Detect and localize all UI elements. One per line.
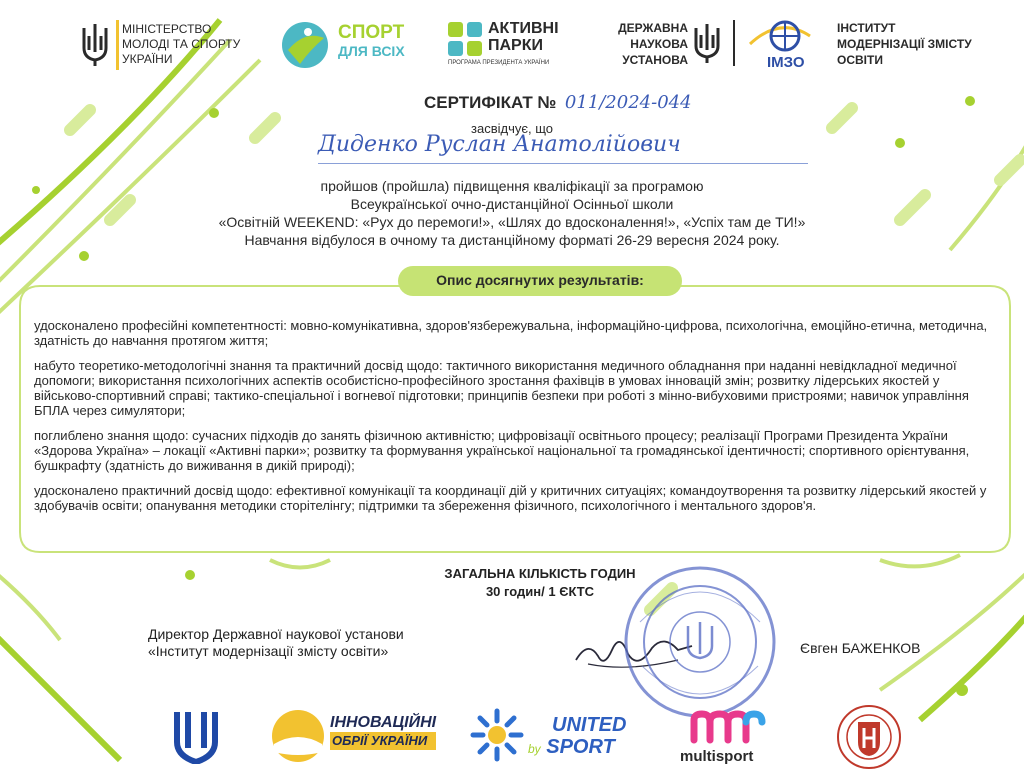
globe-icon	[745, 16, 815, 56]
sport-line2: ДЛЯ ВСІХ	[338, 43, 405, 59]
imzo-logo	[745, 16, 1015, 74]
sun-burst-icon	[470, 708, 524, 762]
united-sport: SPORT	[546, 736, 615, 758]
program-line3: «Освітній WEEKEND: «Рух до перемоги!», «Шлях до вдосконалення!», «Успіх там де ТИ!»	[218, 214, 806, 230]
header-divider	[733, 20, 735, 66]
united-by-sport-logo	[470, 708, 640, 764]
ministry-logo	[80, 18, 270, 74]
result-paragraph: набуто теоретико-методологічні знання та практичний досвід щодо: тактичного використання медичного обладнання при наданні невідкладної медичної допомоги; використання психологічних аспектів особистісно-професійного зростання фахівців в умовах інновацій змін; розвитку лідерських якостей у військово-спортивний справі; тактико-спеціальної і вогневої підготовки; принципів безпеки при роботі з мінно-вибуховими пристроями; навичок управління БПЛА через симулятори;	[34, 358, 969, 418]
official-stamp	[620, 562, 780, 722]
certificate-number: 011/2024-044	[564, 92, 692, 113]
trident-icon	[80, 22, 110, 68]
multisport-logo	[680, 710, 780, 766]
state-line2: НАУКОВА	[630, 37, 688, 51]
united-text: UNITED	[552, 714, 627, 736]
recipient-name: Диденко Руслан Анатолійович	[318, 132, 681, 157]
name-underline	[318, 163, 808, 164]
united-by: by	[528, 742, 541, 756]
sport-for-all-logo	[280, 18, 430, 74]
result-paragraph: поглиблено знання щодо: сучасних підходів до занять фізичною активністю; цифровізації освітнього процесу; реалізації Програми Президента України «Здорова Україна» – локації «Активні парки»; розвитку та формування української національної та громадянської ідентичності; спортивного орієнтування, бушкрафту (здатність до виживання в дикій природі);	[34, 428, 970, 473]
parks-line2: ПАРКИ	[488, 37, 543, 54]
results-list	[34, 318, 1000, 523]
university-seal-icon	[836, 704, 902, 770]
parks-grid-icon	[448, 22, 482, 56]
total-hours-label: ЗАГАЛЬНА КІЛЬКІСТЬ ГОДИН	[444, 566, 636, 581]
multisport-text: multisport	[680, 748, 754, 765]
certificate-title-row	[424, 92, 692, 116]
state-line1: ДЕРЖАВНА	[618, 21, 688, 35]
director-position-line1: Директор Державної наукової установи	[148, 626, 404, 642]
trident-icon	[693, 22, 721, 64]
director-name: Євген БАЖЕНКОВ	[800, 640, 921, 656]
sunrise-icon	[270, 708, 326, 764]
imzo-line1: ІНСТИТУТ	[837, 21, 896, 35]
program-line4: Навчання відбулося в очному та дистанційному форматі 26-29 вересня 2024 року.	[244, 232, 780, 248]
parks-line1: АКТИВНІ	[488, 20, 559, 37]
total-hours-value: 30 годин/ 1 ЄКТС	[485, 584, 595, 599]
parks-sub: ПРОГРАМА ПРЕЗИДЕНТА УКРАЇНИ	[448, 60, 550, 66]
imzo-abbr: ІМЗО	[767, 54, 805, 71]
program-line1: пройшов (пройшла) підвищення кваліфікації за програмою	[320, 178, 704, 194]
imzo-line2: МОДЕРНІЗАЦІЇ ЗМІСТУ	[837, 37, 972, 51]
program-line2: Всеукраїнської очно-дистанційної Осінньої школи	[350, 196, 674, 212]
state-line3: УСТАНОВА	[622, 53, 688, 67]
results-heading: Опис досягнутих результатів:	[436, 272, 644, 288]
ministry-line2: МОЛОДІ ТА СПОРТУ	[122, 37, 241, 51]
director-position-line2: «Інститут модернізації змісту освіти»	[148, 643, 389, 659]
shield-logo-icon	[173, 708, 219, 764]
innovation-line1: ІННОВАЦІЙНІ	[330, 714, 437, 731]
ministry-line3: УКРАЇНИ	[122, 52, 173, 66]
ministry-line1: МІНІСТЕРСТВО	[122, 22, 212, 36]
state-institution-label	[598, 20, 688, 68]
innovation-line2: ОБРІЇ УКРАЇНИ	[330, 732, 436, 750]
multisport-m-icon	[688, 710, 768, 744]
innovation-horizons-logo	[270, 706, 437, 766]
result-paragraph: удосконалено практичний досвід щодо: ефективної комунікації та координації дій у критичних ситуаціях; командоутворення та розвитку лідерський якостей у здобувачів освіти; опанування методики сторітелінгу; підтримки та збереження фізичного, психологічного і ментального здоров'я.	[34, 483, 987, 513]
sport-line1: СПОРТ	[338, 22, 405, 43]
certifies-text: засвідчує, що	[471, 121, 553, 136]
certificate-title: СЕРТИФІКАТ №	[424, 93, 557, 112]
active-parks-logo	[448, 18, 578, 74]
sport-runner-icon	[280, 20, 330, 70]
result-paragraph: удосконалено професійні компетентності: мовно-комунікативна, здоров'язбережувальна, інформаційно-цифрова, психологічна, емоційно-етична, методична, здатність до навчання протягом життя;	[34, 318, 988, 348]
imzo-line3: ОСВІТИ	[837, 53, 883, 67]
